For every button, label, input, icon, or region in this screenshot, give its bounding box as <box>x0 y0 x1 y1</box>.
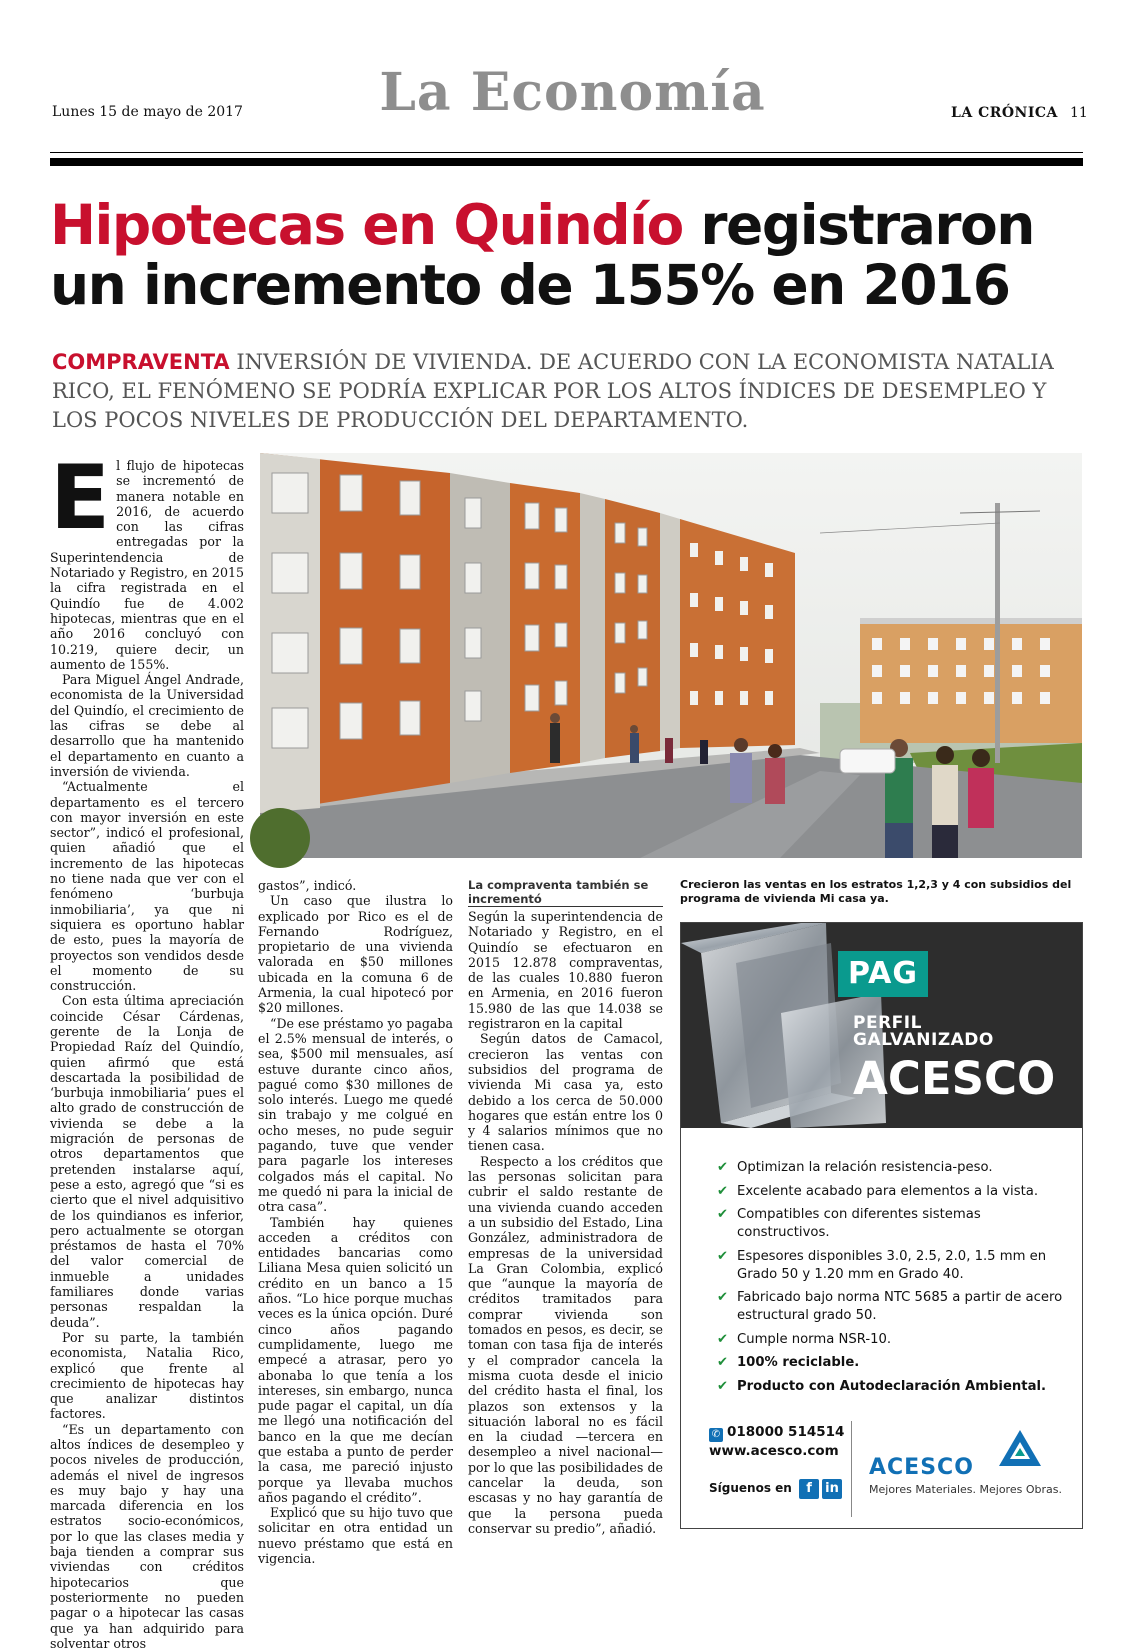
article-column-2 <box>258 878 453 1567</box>
paragraph: “Es un departamento con altos índices de desempleo y pocos niveles de producción, además el nivel de ingresos es muy bajo y hay una marcada diferencia en los estratos socio-económicos, por lo que las clases media y baja tienden a comprar sus viviendas con créditos hipotecarios que posteriormente no pueden pagar o a hipotecar las casas que ya han adquirido para solventar otros <box>50 1421 244 1651</box>
photo-caption <box>680 878 1085 906</box>
header-rule-thick <box>50 158 1083 166</box>
headline-highlight: Hipotecas en Quindío <box>50 193 683 257</box>
headline-line2: un incremento de 155% en 2016 <box>50 253 1010 317</box>
paragraph: “De ese préstamo yo pagaba el 2.5% mensual de interés, o sea, $500 mil mensuales, así estuve durante cinco años, pagué como $30 millones de solo interés. Luego me quedé sin trabajo y me colgué en ocho meses, no pude seguir pagando, tuve que vender para pagarle los intereses colgados más el capital. No me quedó ni para la inicial de otra casa”. <box>258 1015 453 1215</box>
paragraph: También hay quienes acceden a créditos con entidades bancarias como Liliana Mesa quien solicitó un crédito en un banco a 15 años. “Lo hice porque muchas veces es la única opción. Duré cinco años pagando cumplidamente, luego me empecé a atrasar, pero yo abonaba lo que tenía a los intereses, sin embargo, nunca pude pagar el capital, un día me llegó una notificación del banco en la que me decían que estaba a punto de perder la casa, me pareció injusto porque ya llevaba muchos años pagando el crédito”. <box>258 1214 453 1505</box>
check-icon: ✔ <box>717 1207 729 1222</box>
list-item <box>717 1159 1077 1177</box>
ad-follow-label: Síguenos en <box>709 1481 792 1495</box>
paragraph: “Actualmente el departamento es el tercero con mayor inversión en este sector”, indicó el profesional, quien añadió que el incremento de las hipotecas no tiene nada que ver con el fenómeno ‘burbuja inmobiliaria’, ya que ni siquiera es oportuno hablar de esto, pues la mayoría de proyectos son vendidos desde el momento de su construcción. <box>50 779 244 994</box>
ad-brand-name: ACESCO <box>853 1052 1056 1105</box>
list-item <box>717 1378 1077 1396</box>
feature-text: 100% reciclable. <box>737 1355 860 1370</box>
ad-social <box>709 1478 842 1499</box>
header-rule-thin <box>50 152 1083 153</box>
ad-logo-text: ACESCO <box>869 1455 974 1480</box>
subhead-kicker: COMPRAVENTA <box>52 350 230 374</box>
feature-text: Fabricado bajo norma NTC 5685 a partir de acero estructural grado 50. <box>737 1290 1063 1323</box>
feature-text: Cumple norma NSR-10. <box>737 1331 892 1347</box>
ad-product-name <box>853 1015 994 1049</box>
check-icon: ✔ <box>717 1248 729 1264</box>
check-icon: ✔ <box>717 1355 729 1370</box>
feature-text: Espesores disponibles 3.0, 2.5, 2.0, 1.5 mm en Grado 50 y 1.20 mm en Grado 40. <box>737 1248 1047 1282</box>
dropcap: E <box>50 446 111 549</box>
newspaper-name: LA CRÓNICA <box>951 105 1058 121</box>
ad-product-line1: PERFIL <box>853 1013 922 1033</box>
paragraph: Por su parte, la también economista, Natalia Rico, explicó que frente al crecimiento de hipotecas hay que analizar distintos factores. <box>50 1329 244 1422</box>
check-icon: ✔ <box>717 1160 729 1175</box>
subhead-text: INVERSIÓN DE VIVIENDA. DE ACUERDO CON LA ECONOMISTA NATALIA RICO, EL FENÓMENO SE PODRÍA EXPLICAR POR LOS ALTOS ÍNDICES DE DESEMPLEO Y LOS POCOS NIVELES DE PRODUCCIÓN DEL DEPARTAMENTO. <box>52 350 1054 432</box>
apartment-buildings-illustration <box>260 453 1082 858</box>
paragraph: Según la superintendencia de Notariado y Registro, en el Quindío se efectuaron en 2015 12.878 compraventas, de las cuales 10.880 fueron en Armenia, en 2016 fueron 15.980 de las que 14.038 se registraron en la capital <box>468 909 663 1032</box>
paragraph: gastos”, indicó. <box>258 878 357 893</box>
paragraph <box>50 446 244 672</box>
paragraph: Un caso que ilustra lo explicado por Rico es el de Fernando Rodríguez, propietario de una vivienda valorada en $50 millones ubicada en la comuna 6 de Armenia, la cual hipotecó por $20 millones. <box>258 893 453 1016</box>
ad-pag-badge: PAG <box>838 951 928 997</box>
caption-text: en los estratos 1,2,3 y 4 con subsidios del programa de vivienda Mi casa ya. <box>680 878 1072 905</box>
ad-feature-list <box>717 1159 1077 1401</box>
caption-lead: Crecieron las ventas <box>680 878 807 891</box>
check-icon: ✔ <box>717 1331 729 1347</box>
paragraph: Con esta última apreciación coincide César Cárdenas, gerente de la Lonja de Propiedad Raíz del Quindío, quien afirmó que está descartada la posibilidad de ‘burbuja inmobiliaria’ pues el alto grado de construcción de vivienda se debe a la migración de personas de otros departamentos que pretenden instalarse aquí, pese a esto, agregó que “si es cierto que el nivel adquisitivo de los quindianos es inferior, pero actualmente se otorgan préstamos de hasta el 70% del valor comercial de inmueble a unidades familiares donde varias personas respaldan la deuda”. <box>50 993 244 1330</box>
ad-contact-block <box>709 1423 844 1461</box>
ad-divider <box>851 1421 852 1517</box>
list-item <box>717 1206 1077 1242</box>
feature-text: Excelente acabado para elementos a la vista. <box>737 1183 1039 1199</box>
article-subhead <box>52 348 1087 435</box>
check-icon: ✔ <box>717 1378 729 1394</box>
ad-tagline: Mejores Materiales. Mejores Obras. <box>869 1483 1062 1496</box>
section-title: La Economía <box>379 62 766 123</box>
issue-date: Lunes 15 de mayo de 2017 <box>52 104 243 120</box>
paragraph-text: l flujo de hipotecas se incrementó de manera notable en 2016, de acuerdo con las cifras entregadas por la Superintendencia de Notariado y Registro, en 2015 la cifra registrada en el Quindío fue de 4.002 hipotecas, mientras que en el año 2016 concluyó con 10.219, quiere decir, un aumento de 155%. <box>50 458 244 672</box>
check-icon: ✔ <box>717 1183 729 1199</box>
feature-text: Optimizan la relación resistencia-peso. <box>737 1160 993 1175</box>
linkedin-icon[interactable]: in <box>822 1479 842 1499</box>
paragraph: Explicó que su hijo tuvo que solicitar en otra entidad un nuevo préstamo que está en vigencia. <box>258 1505 453 1567</box>
ad-phone-number: 018000 514514 <box>727 1424 845 1440</box>
page-number: 11 <box>1070 105 1088 121</box>
list-item <box>717 1354 1077 1372</box>
list-item <box>717 1289 1077 1325</box>
feature-text: Compatibles con diferentes sistemas constructivos. <box>737 1207 981 1240</box>
feature-text: Producto con Autodeclaración Ambiental. <box>737 1378 1047 1394</box>
acesco-logo-icon <box>997 1428 1043 1468</box>
ad-phone <box>709 1423 844 1442</box>
paragraph: Según datos de Camacol, crecieron las ventas con subsidios del programa de vivienda Mi casa ya, esto debido a los cerca de 50.000 hogares que están entre los 0 y 4 salarios mínimos que no tienen casa. <box>468 1031 663 1154</box>
paragraph: Para Miguel Ángel Andrade, economista de la Universidad del Quindío, el crecimiento de las cifras se debe al desarrollo que ha mantenido el departamento en cuanto a inversión de vivienda. <box>50 672 244 779</box>
ad-banner <box>681 923 1082 1128</box>
article-column-3 <box>468 878 663 1536</box>
column-subtitle: La compraventa también se incrementó <box>468 878 663 907</box>
article-headline <box>50 195 1090 315</box>
paragraph: Respecto a los créditos que las personas solicitan para cubrir el saldo restante de una vivienda cuando acceden a un subsidio del Estado, Lina González, administradora de empresas de la universidad La Gran Colombia, explicó que “aunque la mayoría de créditos tramitados para comprar vivienda son tomados en pesos, es decir, se toman con tasa fija de interés y el comprador cancela la misma cuota desde el inicio del crédito hasta el final, los plazos son extensos y la situación laboral no es fácil en la ciudad —tercera en desempleo a nivel nacional— por lo que las posibilidades de cancelar la deuda, son escasas y no hay garantía de que la persona pueda conservar su predio”, añadió. <box>468 1153 663 1536</box>
check-icon: ✔ <box>717 1290 729 1305</box>
acesco-advertisement <box>680 922 1083 1529</box>
headline-line1-rest: registraron <box>682 193 1034 257</box>
list-item <box>717 1183 1077 1201</box>
list-item <box>717 1248 1077 1284</box>
facebook-icon[interactable]: f <box>799 1479 819 1499</box>
ad-product-line2: GALVANIZADO <box>853 1030 994 1050</box>
ad-website[interactable]: www.acesco.com <box>709 1443 839 1459</box>
housing-photo <box>260 453 1082 858</box>
list-item <box>717 1331 1077 1349</box>
phone-icon: ✆ <box>709 1428 723 1442</box>
article-column-1 <box>50 446 244 1651</box>
